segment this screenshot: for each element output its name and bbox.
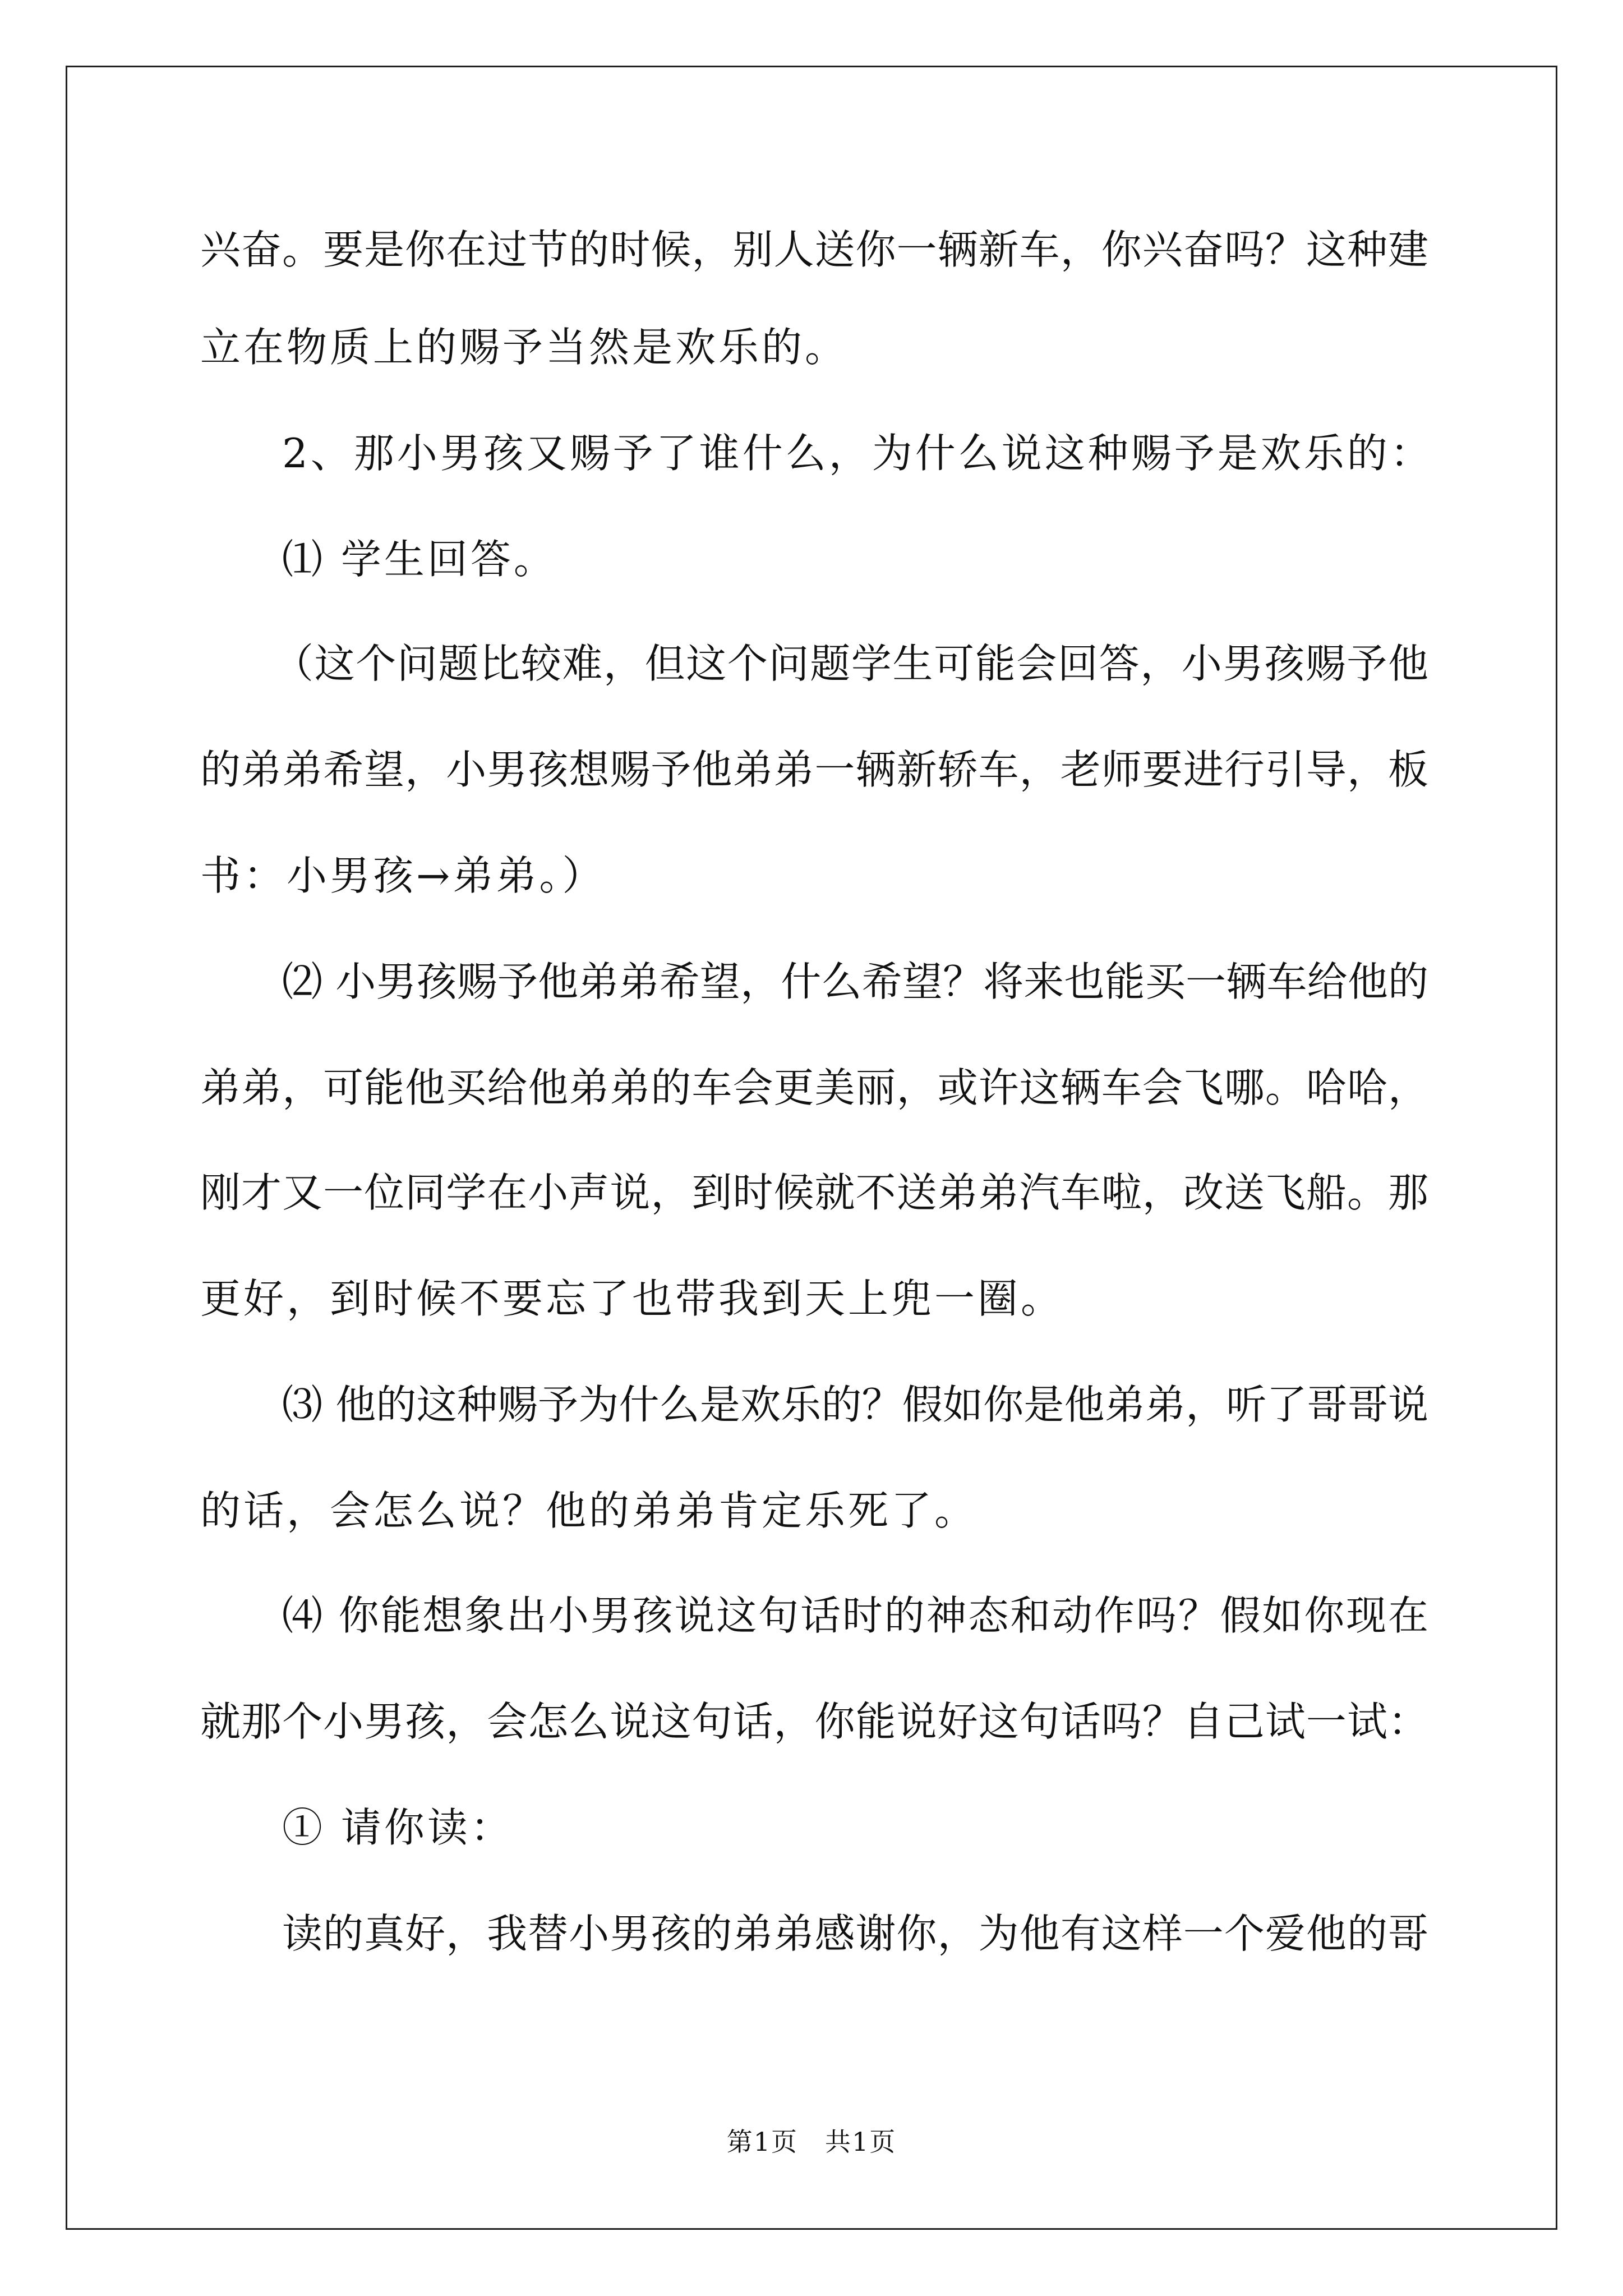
- text-line: ⑵ 小男孩赐予他弟弟希望，什么希望？将来也能买一辆车给他的: [282, 958, 1428, 1005]
- text-line: 书：小男孩→弟弟。）: [200, 852, 606, 899]
- text-line: 弟弟，可能他买给他弟弟的车会更美丽，或许这辆车会飞哪。哈哈，: [200, 1064, 1428, 1111]
- page-number-footer: 第1页 共1页: [726, 2127, 897, 2157]
- text-line: 更好，到时候不要忘了也带我到天上兜一圈。: [200, 1275, 1064, 1322]
- text-line: 就那个小男孩，会怎么说这句话，你能说好这句话吗？自己试一试：: [200, 1698, 1428, 1745]
- text-line: 的话，会怎么说？他的弟弟肯定乐死了。: [200, 1487, 978, 1534]
- text-line: 2、那小男孩又赐予了谁什么，为什么说这种赐予是欢乐的：: [282, 430, 1433, 477]
- text-line: ① 请你读：: [282, 1804, 514, 1851]
- page-border: [66, 66, 1557, 2230]
- text-line: 的弟弟希望，小男孩想赐予他弟弟一辆新轿车，老师要进行引导，板: [200, 746, 1428, 793]
- text-line: ⑶ 他的这种赐予为什么是欢乐的？假如你是他弟弟，听了哥哥说: [282, 1381, 1428, 1428]
- text-line: 读的真好，我替小男孩的弟弟感谢你，为他有这样一个爱他的哥: [282, 1910, 1428, 1957]
- text-line: ⑴ 学生回答。: [282, 536, 557, 583]
- text-line: 立在物质上的赐予当然是欢乐的。: [200, 324, 849, 371]
- text-line: 兴奋。要是你在过节的时候，别人送你一辆新车，你兴奋吗？这种建: [200, 226, 1428, 273]
- text-line: 刚才又一位同学在小声说，到时候就不送弟弟汽车啦，改送飞船。那: [200, 1169, 1428, 1216]
- text-line: ⑷ 你能想象出小男孩说这句话时的神态和动作吗？假如你现在: [282, 1592, 1428, 1639]
- text-line: （这个问题比较难，但这个问题学生可能会回答，小男孩赐予他: [273, 640, 1428, 687]
